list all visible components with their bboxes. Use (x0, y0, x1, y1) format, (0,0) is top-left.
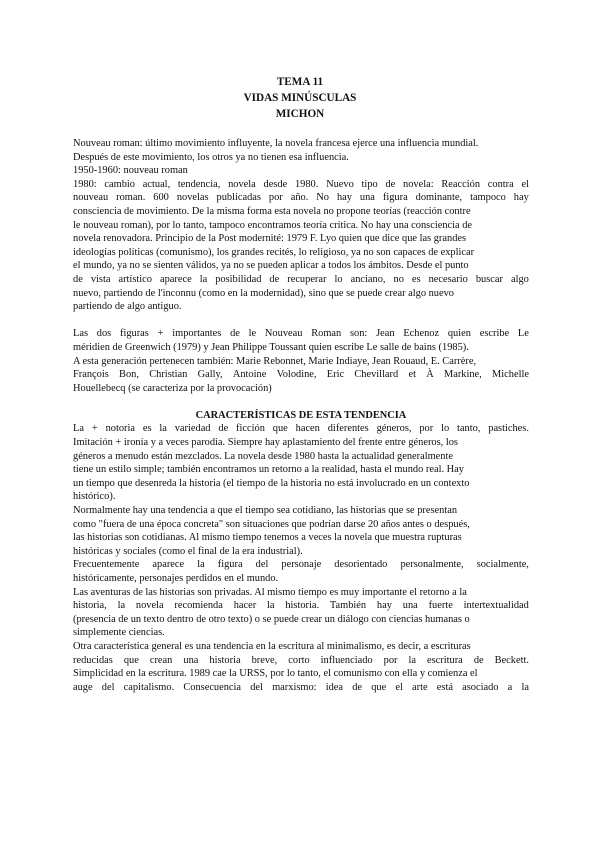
text-line: Nouveau roman: último movimiento influyente, la novela francesa ejerce una influencia mundial. (73, 138, 479, 149)
text-line: consciencia de movimiento. De la misma forma esta novela no propone teorías (reacción contre (73, 205, 471, 217)
text-line: novela renovadora. Principio de la Post modernité: 1979 F. Lyo quien que dice que las grandes (73, 233, 467, 245)
text-line: histórico). (73, 491, 116, 503)
text-line: Normalmente hay una tendencia a que el tiempo sea cotidiano, las historias que se presentan (73, 505, 458, 517)
text-line: un tiempo que desenreda la historia (el tiempo de la historia no está involucrado en un contexto (73, 477, 470, 489)
paragraph-intro (73, 137, 529, 314)
text-line: Después de este movimiento, los otros ya no tienen esa influencia. (73, 151, 349, 163)
text-line: Houellebecq (se caracteriza por la provocación) (73, 382, 272, 394)
text-line: históricas y sociales (como el final de la era industrial). (73, 545, 303, 557)
text-line: ideologías políticas (comunismo), los grandes recités, lo religioso, ya no son capaces de explicar (73, 246, 475, 258)
text-line: históricamente, personajes perdidos en el mundo. (73, 573, 279, 584)
text-line: méridien de Greenwich (1979) y Jean Philippe Toussant quien escribe Le salle de bains (1985). (73, 341, 469, 353)
text-line: reducidas que crean una historia breve, corto influenciado por la escritura de Beckett. (73, 654, 529, 666)
text-line: La + notoria es la variedad de ficción que hacen diferentes géneros, por lo tanto, pastiches. (73, 423, 529, 435)
title-line-topic: TEMA 11 (276, 76, 324, 88)
paragraph-gap (73, 314, 529, 328)
text-line: nouveau roman. 600 novelas publicadas por año. No hay una figura dominante, tampoco hay (73, 192, 529, 204)
paragraph-figures (73, 327, 529, 395)
text-line: historia, la novela recomienda hacer la historia. También hay una fuerte intertextualidad (73, 600, 529, 612)
title-line-subject: VIDAS MINÚSCULAS (243, 92, 357, 104)
text-line: como "fuera de una época concreta" son situaciones que podrían darse 20 años antes o después, (73, 518, 470, 530)
text-line: tiene un estilo simple; también encontramos un retorno a la realidad, hasta el mundo real. Hay (73, 464, 464, 476)
text-line: A esta generación pertenecen también: Marie Rebonnet, Marie Indiaye, Jean Rouaud, E. Carrère, (73, 355, 477, 367)
text-line: (presencia de un texto dentro de otro texto) o se puede crear un diálogo con ciencias humanas o (73, 613, 470, 625)
paragraph-gap (73, 395, 529, 409)
section-heading: CARACTERÍSTICAS DE ESTA TENDENCIA (195, 409, 407, 421)
text-line: el mundo, ya no se sienten válidos, ya no se pueden aplicar a todos los ámbitos. Desde el punto (73, 260, 469, 272)
document-body (73, 137, 529, 694)
text-line: géneros a menudo están mezclados. La novela desde 1980 hasta la actualidad generalmente (73, 450, 453, 462)
text-line: 1950-1960: nouveau roman (73, 165, 188, 177)
text-line: Imitación + ironía y a veces parodia. Siempre hay aplastamiento del frente entre géneros, los (73, 437, 458, 449)
document-title (0, 74, 600, 122)
text-line: las historias son cotidianas. Al mismo tiempo tenemos a veces la novela que muestra rupturas (73, 532, 462, 544)
text-line: Las aventuras de las historias son privadas. Al mismo tiempo es muy importante el retorno a la (73, 586, 467, 598)
text-line: nuevo, partiendo de l'inconnu (como en la modernidad), sino que se puede crear algo nuevo (73, 287, 455, 299)
text-line: le nouveau roman), por lo tanto, tampoco encontramos teoría crítica. No hay una consciencia de (73, 219, 473, 231)
section-characteristics (73, 422, 529, 694)
title-line-author: MICHON (275, 108, 325, 120)
text-line: partiendo de algo antiguo. (73, 301, 182, 313)
text-line: Frecuentemente aparece la figura del personaje desorientado personalmente, socialmente, (73, 559, 529, 571)
text-line: auge del capitalismo. Consecuencia del marxismo: idea de que el arte está asociado a la (73, 681, 529, 693)
text-line: François Bon, Christian Gally, Antoine Volodine, Eric Chevillard et À Markine, Michelle (73, 369, 529, 381)
text-line: Las dos figuras + importantes de le Nouveau Roman son: Jean Echenoz quien escribe Le (73, 328, 529, 340)
text-line: simplemente ciencias. (73, 627, 165, 639)
text-line: Otra característica general es una tendencia en la escritura al minimalismo, es decir, a escrituras (73, 640, 471, 652)
text-line: 1980: cambio actual, tendencia, novela desde 1980. Nuevo tipo de novela: Reacción contra el (73, 178, 529, 190)
text-line: Simplicidad en la escritura. 1989 cae la URSS, por lo tanto, el comunismo con ella y comienza el (73, 668, 478, 680)
text-line: de vista artístico aparece la posibilidad de recuperar lo anciano, no es necesario buscar algo (73, 273, 529, 285)
